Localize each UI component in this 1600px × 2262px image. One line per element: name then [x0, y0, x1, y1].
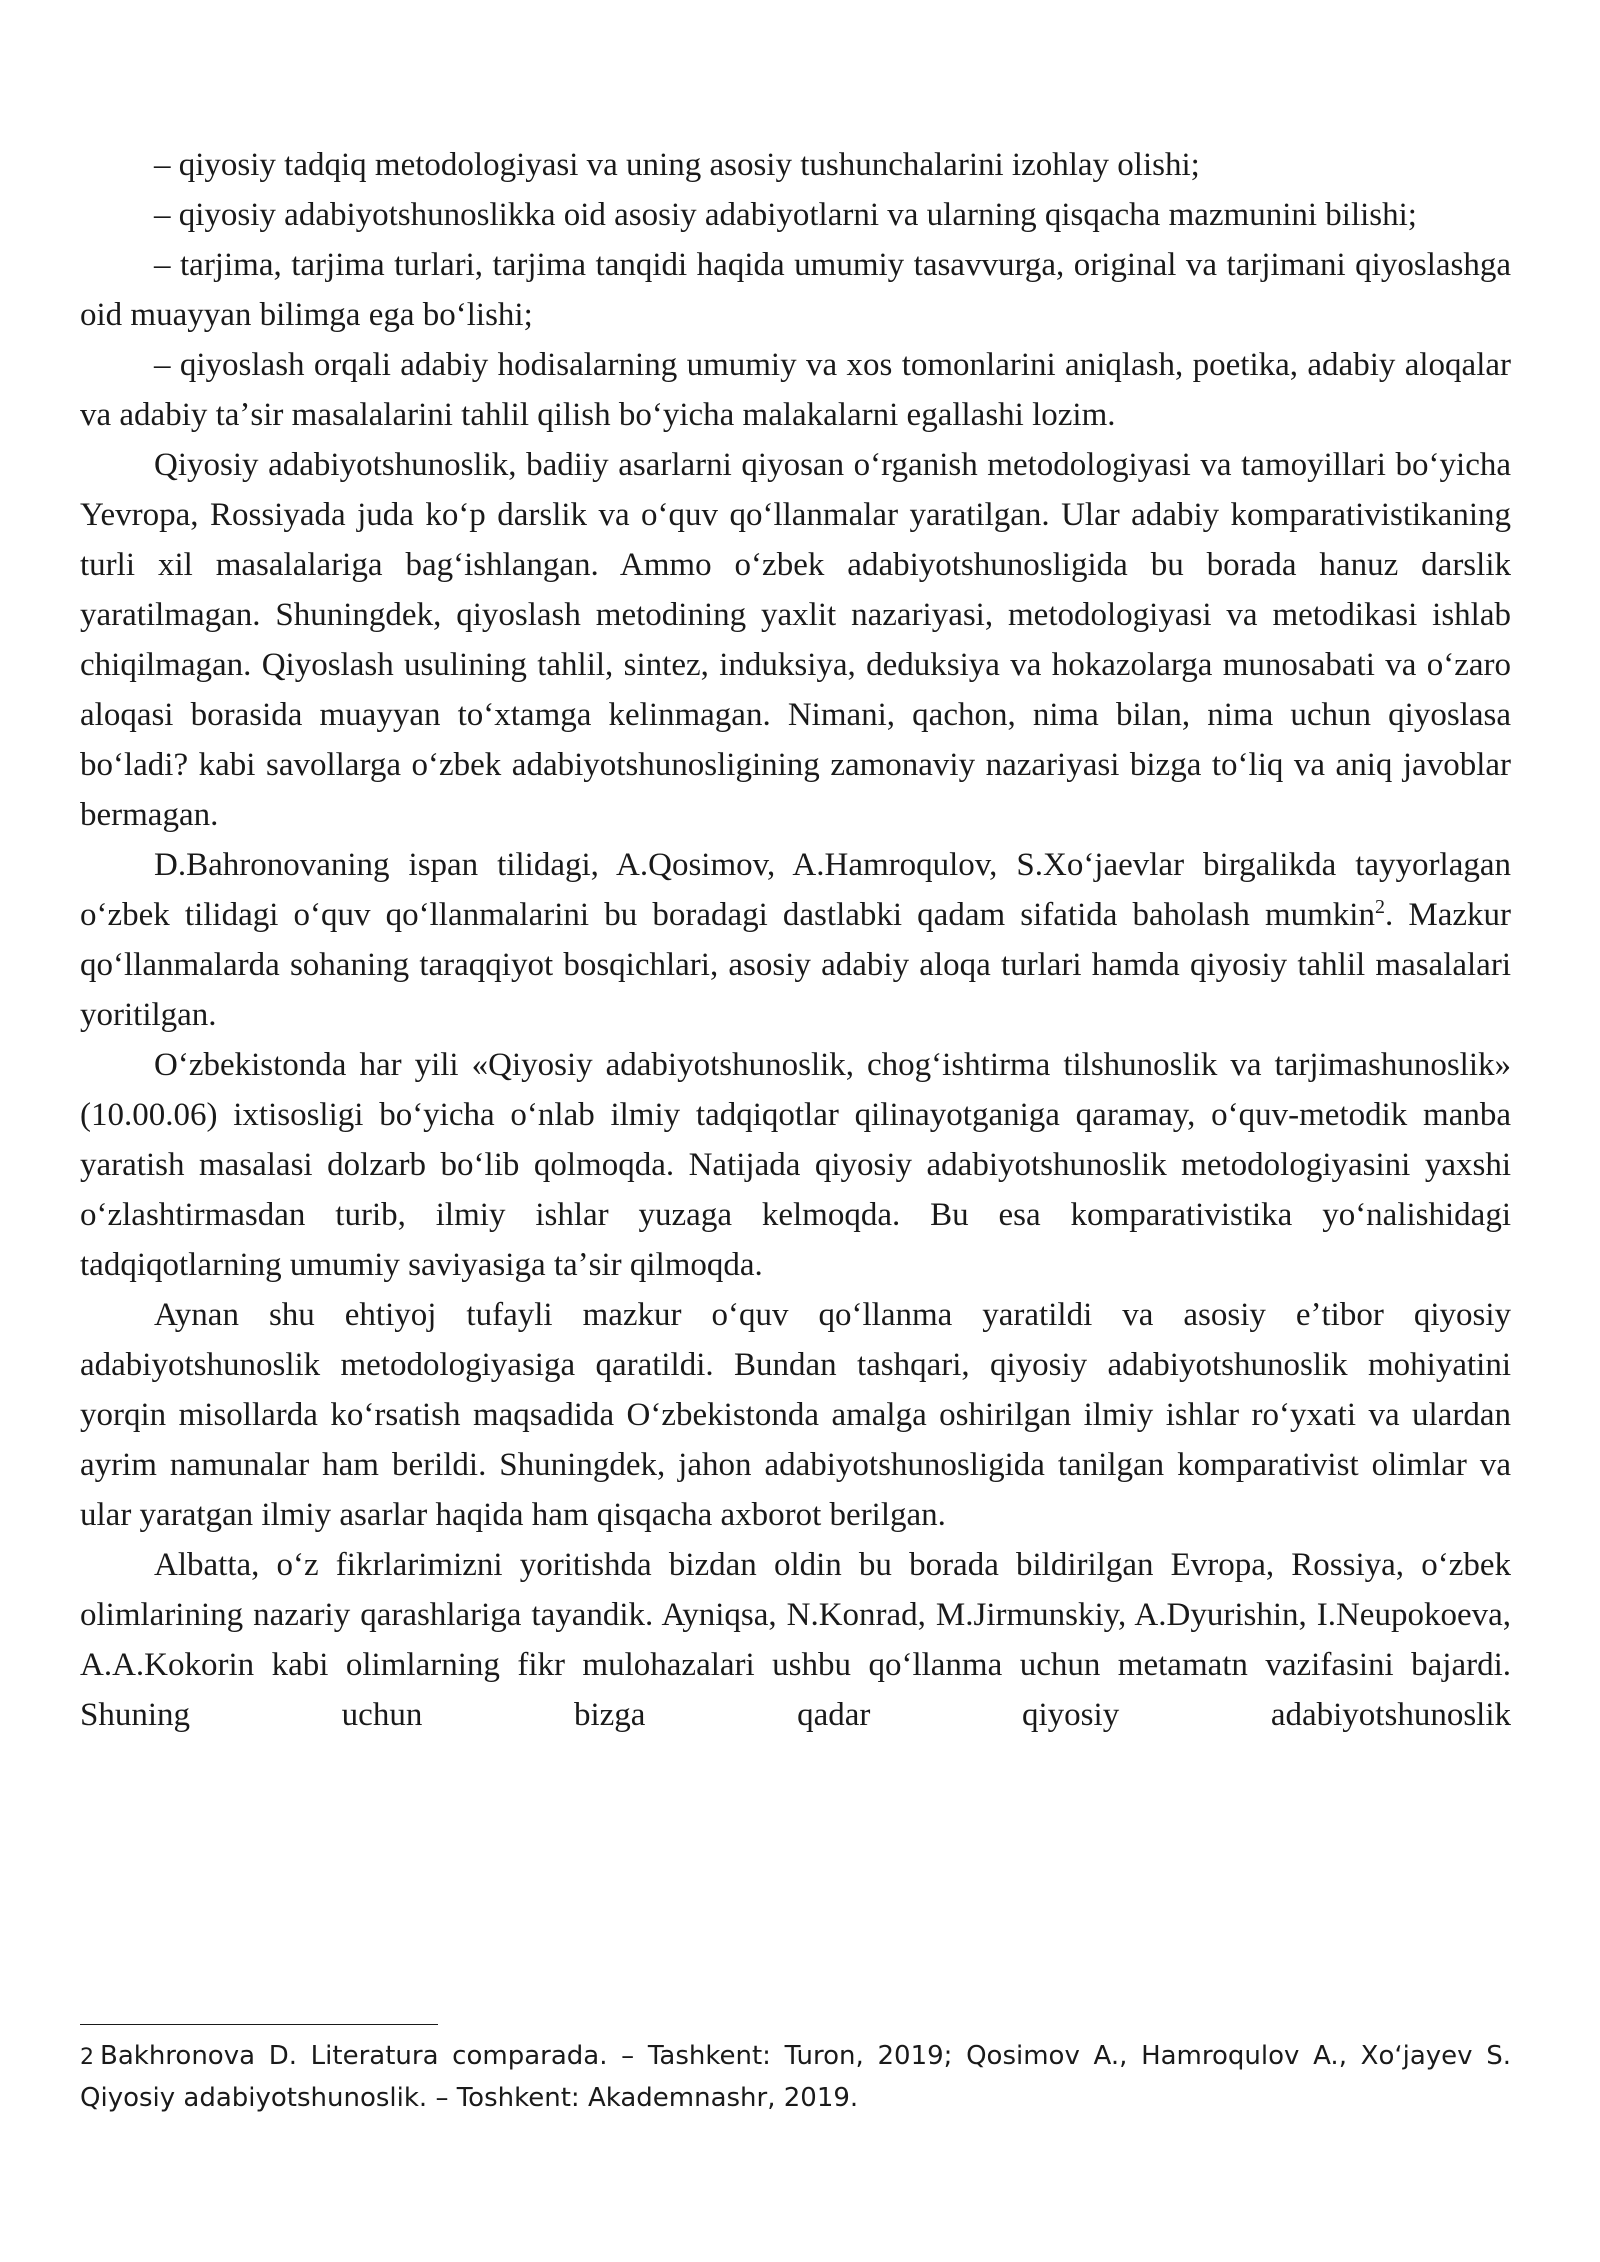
- paragraph-sources: Albatta, oʻz fikrlarimizni yoritishda bizdan oldin bu borada bildirilgan Evropa, Rossiya, oʻzbek olimlarining nazariy qarashlariga tayandik. Ayniqsa, N.Konrad, M.Jirmunskiy, A.Dyurishin, I.Neupokoeva, A.A.Kokorin kabi olimlarning fikr mulohazalari ushbu qoʻllanma uchun metamatn vazifasini bajardi. Shuning uchun bizga qadar qiyosiy adabiyotshunoslik: [80, 1547, 1511, 1733]
- paragraph-research-situation: Oʻzbekistonda har yili «Qiyosiy adabiyotshunoslik, chogʻishtirma tilshunoslik va tarjimashunoslik» (10.00.06) ixtisosligi boʻyicha oʻnlab ilmiy tadqiqotlar qilinayotganiga qaramay, oʻquv-metodik manba yaratish masalasi dolzarb boʻlib qolmoqda. Natijada qiyosiy adabiyotshunoslik metodologiyasini yaxshi oʻzlashtirmasdan turib, ilmiy ishlar yuzaga kelmoqda. Bu esa komparativistika yoʻnalishidagi tadqiqotlarning umumiy saviyasiga taʼsir qilmoqda.: [80, 1047, 1511, 1283]
- paragraph-purpose: Aynan shu ehtiyoj tufayli mazkur oʻquv qoʻllanma yaratildi va asosiy eʼtibor qiyosiy adabiyotshunoslik metodologiyasiga qaratildi. Bundan tashqari, qiyosiy adabiyotshunoslik mohiyatini yorqin misollarda koʻrsatish maqsadida Oʻzbekistonda amalga oshirilgan ilmiy ishlar roʻyxati va ulardan ayrim namunalar ham berildi. Shuningdek, jahon adabiyotshunosligida tanilgan komparativist olimlar va ular yaratgan ilmiy asarlar haqida ham qisqacha axborot berilgan.: [80, 1297, 1511, 1533]
- paragraph-first-manuals: [80, 840, 1511, 1040]
- paragraph-first-manuals-continuation: . Mazkur qoʻllanmalarda sohaning taraqqiyot bosqichlari, asosiy adabiy aloqa turlari hamda qiyosiy tahlil masalalari yoritilgan.: [80, 897, 1511, 1033]
- paragraph-objective-1: – qiyosiy tadqiq metodologiyasi va uning asosiy tushunchalarini izohlay olishi;: [154, 147, 1200, 183]
- footnote: [80, 2036, 1511, 2118]
- footnote-number: 2: [80, 2045, 94, 2070]
- paragraph-literature-overview: Qiyosiy adabiyotshunoslik, badiiy asarlarni qiyosan oʻrganish metodologiyasi va tamoyillari boʻyicha Yevropa, Rossiyada juda koʻp darslik va oʻquv qoʻllanmalar yaratilgan. Ular adabiy komparativistikaning turli xil masalalariga bagʻishlangan. Ammo oʻzbek adabiyotshunosligida bu borada hanuz darslik yaratilmagan. Shuningdek, qiyoslash metodining yaxlit nazariyasi, metodologiyasi va metodikasi ishlab chiqilmagan. Qiyoslash usulining tahlil, sintez, induksiya, deduksiya va hokazolarga munosabati va oʻzaro aloqasi borasida muayyan toʻxtamga kelinmagan. Nimani, qachon, nima bilan, nima uchun qiyoslasa boʻladi? kabi savollarga oʻzbek adabiyotshunosligining zamonaviy nazariyasi bizga toʻliq va aniq javoblar bermagan.: [80, 447, 1511, 833]
- footnote-text: Bakhronova D. Literatura comparada. – Tashkent: Turon, 2019; Qosimov A., Hamroqulov A., Xoʻjayev S. Qiyosiy adabiyotshunoslik. – Toshkent: Akademnashr, 2019.: [80, 2041, 1511, 2113]
- paragraph-objective-3: – tarjima, tarjima turlari, tarjima tanqidi haqida umumiy tasavvurga, original va tarjimani qiyoslashga oid muayyan bilimga ega boʻlishi;: [80, 247, 1511, 333]
- paragraph-first-manuals-text: D.Bahronovaning ispan tilidagi, A.Qosimov, A.Hamroqulov, S.Xoʻjaevlar birgalikda tayyorlagan oʻzbek tilidagi oʻquv qoʻllanmalarini bu boradagi dastlabki qadam sifatida baholash mumkin: [80, 847, 1511, 933]
- body-text: [80, 140, 1511, 1740]
- footnote-separator: [80, 2024, 438, 2025]
- footnote-reference[interactable]: 2: [1374, 896, 1385, 918]
- paragraph-objective-4: – qiyoslash orqali adabiy hodisalarning umumiy va xos tomonlarini aniqlash, poetika, adabiy aloqalar va adabiy taʼsir masalalarini tahlil qilish boʻyicha malakalarni egallashi lozim.: [80, 347, 1511, 433]
- paragraph-objective-2: – qiyosiy adabiyotshunoslikka oid asosiy adabiyotlarni va ularning qisqacha mazmunini bilishi;: [154, 197, 1417, 233]
